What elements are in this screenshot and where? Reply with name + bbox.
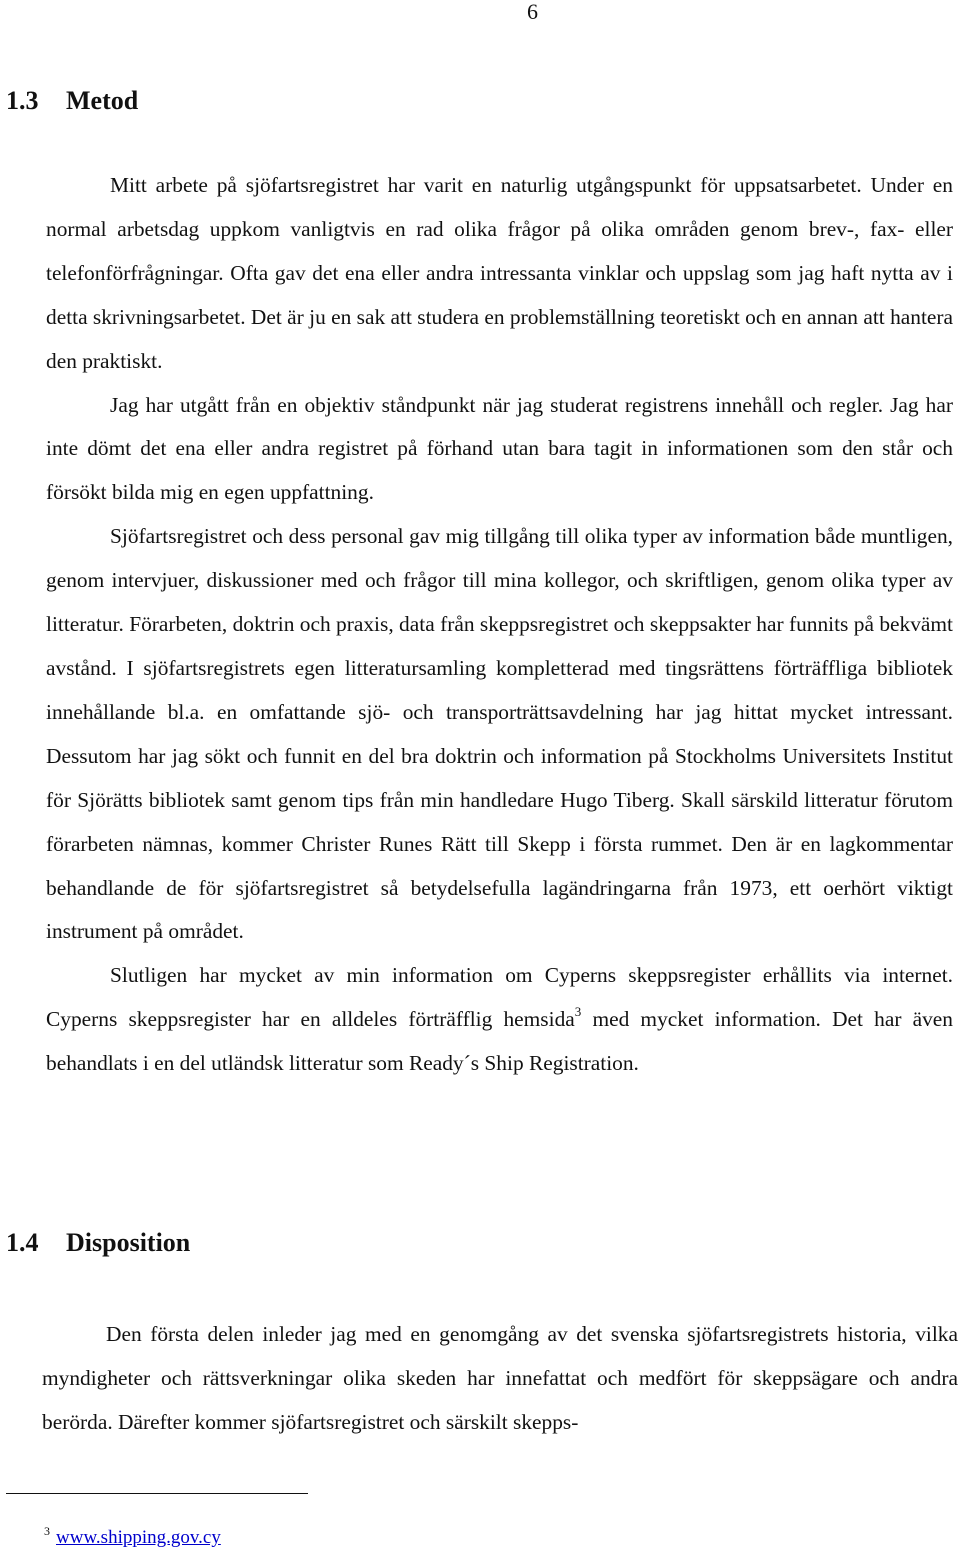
footnote-mark: 3 (44, 1524, 50, 1538)
section-title: Disposition (66, 1228, 191, 1257)
footnote (44, 1519, 221, 1550)
section-heading-disposition (6, 1227, 190, 1259)
paragraph-text: med mycket information. Det har även behandlats i en del utländsk litteratur som Ready´s Ship Registration. (46, 1007, 953, 1076)
paragraph: Sjöfartsregistret och dess personal gav mig tillgång till olika typer av information både muntligen, genom intervjuer, diskussioner med och frågor till mina kollegor, och skriftligen, genom olika typer av litteratur. Förarbeten, doktrin och praxis, data från skeppsregistret och skeppsakter har funnits på bekvämt avstånd. I sjöfartsregistrets egen litteratursamling kompletterad med tingsrättens förträffliga bibliotek innehållande bl.a. en omfattande sjö- och transporträttsavdelning har jag hittat mycket intressant. Dessutom har jag sökt och funnit en del bra doktrin och information på Stockholms Universitets Institut för Sjörätts bibliotek samt genom tips från min handledare Hugo Tiberg. Skall särskild litteratur förutom förarbeten nämnas, kommer Christer Runes Rätt till Skepp i första rummet. Den är en lagkommentar behandlande de för sjöfartsregistret så betydelsefulla lagändringarna från 1973, ett oerhört viktigt instrument på området. (46, 524, 953, 944)
page-number: 6 (527, 0, 538, 24)
metod-body (46, 164, 953, 1086)
paragraph: Jag har utgått från en objektiv ståndpunkt när jag studerat registrens innehåll och regler. Jag har inte dömt det ena eller andra registret på förhand utan bara tagit in informationen som den står och försökt bilda mig en egen uppfattning. (46, 392, 953, 505)
section-number: 1.4 (6, 1228, 39, 1257)
footnote-link[interactable]: www.shipping.gov.cy (56, 1527, 221, 1548)
section-title: Metod (66, 86, 139, 115)
paragraph: Mitt arbete på sjöfartsregistret har varit en naturlig utgångspunkt för uppsatsarbetet. Under en normal arbetsdag uppkom vanligtvis en rad olika frågor på olika områden genom brev-, fax- eller telefonförfrågningar. Ofta gav det ena eller andra intressanta vinklar och uppslag som jag haft nytta av i detta skrivningsarbetet. Det är ju en sak att studera en problemställning teoretiskt och en annan att hantera den praktiskt. (46, 173, 954, 373)
footnote-reference: 3 (574, 1004, 582, 1020)
section-number: 1.3 (6, 86, 39, 115)
paragraph: Den första delen inleder jag med en genomgång av det svenska sjöfartsregistrets historia, vilka myndigheter och rättsverkningar olika skeden har innefattat och medfört för skeppsägare och andra berörda. Därefter kommer sjöfartsregistret och särskilt skepps- (42, 1322, 958, 1434)
paragraph-text: Slutligen har mycket av min information om Cyperns skeppsregister erhållits via internet. Cyperns skeppsregister har en alldeles förträfflig hemsida (46, 963, 953, 1032)
paragraph (46, 954, 953, 1086)
disposition-body (42, 1313, 958, 1445)
footnote-separator (6, 1493, 308, 1494)
section-heading-metod (6, 85, 138, 117)
